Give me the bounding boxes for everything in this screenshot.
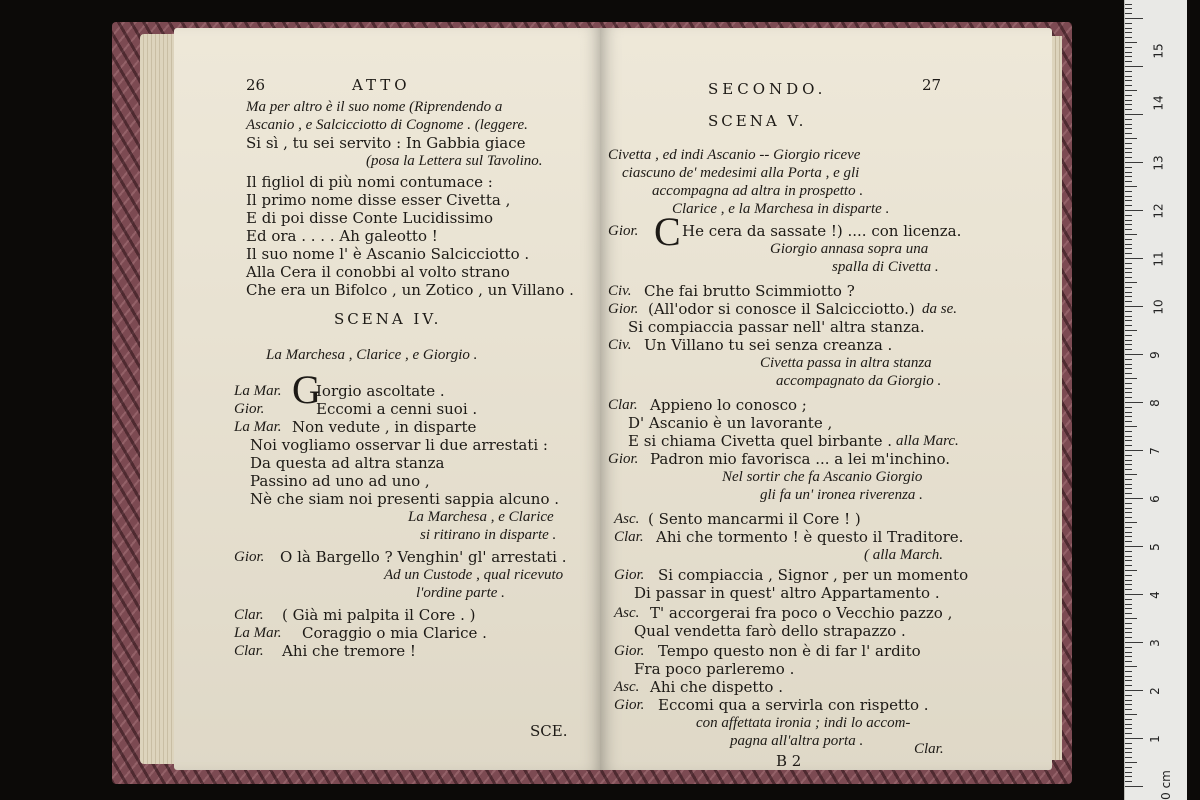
ruler-tick [1125, 325, 1132, 326]
catchword: SCE. [530, 722, 568, 740]
ruler-tick [1125, 292, 1132, 293]
ruler-label: 12 [1151, 203, 1166, 219]
speaker-label: Gior. [234, 401, 265, 417]
ruler-tick [1125, 23, 1132, 24]
text-line: Appieno lo conosco ; [650, 396, 807, 414]
ruler-tick [1125, 416, 1132, 417]
text-line: Coraggio o mia Clarice . [302, 624, 487, 642]
ruler-tick [1125, 570, 1137, 571]
ruler-tick [1125, 752, 1132, 753]
ruler-tick [1125, 680, 1132, 681]
stage-direction: con affettata ironia ; indi lo accom- [696, 715, 911, 731]
speaker-label: Gior. [608, 301, 639, 317]
ruler-tick [1125, 354, 1143, 355]
ruler-tick [1125, 498, 1143, 499]
running-head: ATTO [352, 76, 411, 94]
ruler-label: 9 [1147, 351, 1162, 359]
text-line: He cera da sassate !) .... con licenza. [682, 222, 962, 240]
ruler-tick [1125, 589, 1132, 590]
ruler-tick [1125, 642, 1143, 643]
ruler-tick [1125, 282, 1137, 283]
ruler-tick [1125, 133, 1132, 134]
text-line: Nè che siam noi presenti sappia alcuno . [250, 490, 560, 508]
ruler-tick [1125, 157, 1132, 158]
ruler-tick [1125, 738, 1143, 739]
text-line: Ahi che tremore ! [282, 642, 416, 660]
ruler-tick [1125, 253, 1132, 254]
ruler-tick [1125, 383, 1132, 384]
text-line: ( Sento mancarmi il Core ! ) [648, 510, 861, 528]
ruler-tick [1125, 484, 1132, 485]
ruler-tick [1125, 786, 1143, 787]
speaker-label: Gior. [608, 451, 639, 467]
catchword: Clar. [914, 741, 944, 757]
text-line: Che era un Bifolco , un Zotico , un Villano . [246, 281, 574, 299]
stage-direction: l'ordine parte . [416, 585, 505, 601]
ruler-tick [1125, 512, 1132, 513]
ruler-tick [1125, 450, 1143, 451]
ruler-tick [1125, 551, 1132, 552]
ruler-tick [1125, 301, 1132, 302]
stage-direction: Nel sortir che fa Ascanio Giorgio [722, 469, 923, 485]
ruler-tick [1125, 704, 1132, 705]
ruler-tick [1125, 344, 1132, 345]
ruler-tick [1125, 109, 1132, 110]
ruler-tick [1125, 541, 1132, 542]
ruler-label: 5 [1147, 543, 1162, 551]
ruler-tick [1125, 90, 1137, 91]
ruler-tick [1125, 104, 1132, 105]
speaker-label: Asc. [614, 679, 640, 695]
ruler-tick [1125, 757, 1132, 758]
ruler-tick [1125, 733, 1132, 734]
ruler-tick [1125, 656, 1132, 657]
ruler-tick [1125, 95, 1132, 96]
ruler-tick [1125, 560, 1132, 561]
ruler-tick [1125, 584, 1132, 585]
speaker-label: La Mar. [234, 383, 282, 399]
stage-direction: ciascuno de' medesimi alla Porta , e gli [622, 165, 860, 181]
ruler-tick [1125, 272, 1132, 273]
ruler-tick [1125, 652, 1132, 653]
ruler-tick [1125, 743, 1132, 744]
page-edges-left [140, 34, 178, 764]
stage-direction: Civetta , ed indi Ascanio -- Giorgio riceve [608, 147, 861, 163]
text-line: Ma per altro è il suo nome (Riprendendo a [246, 99, 503, 115]
text-line: Eccomi qua a servirla con rispetto . [658, 696, 929, 714]
ruler-tick [1125, 311, 1132, 312]
stage-direction: Clarice , e la Marchesa in disparte . [672, 201, 890, 217]
text-line: E si chiama Civetta quel birbante . [628, 432, 893, 450]
text-line: Il suo nome l' è Ascanio Salcicciotto . [246, 245, 530, 263]
ruler-label: 8 [1147, 399, 1162, 407]
ruler-tick [1125, 661, 1132, 662]
ruler-tick [1125, 167, 1132, 168]
ruler-tick [1125, 114, 1143, 115]
speaker-label: Clar. [234, 607, 264, 623]
drop-capital: C [654, 209, 681, 254]
ruler-label: 2 [1147, 687, 1162, 695]
ruler-tick [1125, 229, 1132, 230]
ruler-tick [1125, 4, 1132, 5]
stage-direction: Civetta passa in altra stanza [760, 355, 932, 371]
ruler-tick [1125, 263, 1132, 264]
text-line: Qual vendetta farò dello strapazzo . [634, 622, 906, 640]
ruler-tick [1125, 536, 1132, 537]
ruler-tick [1125, 700, 1132, 701]
ruler-tick [1125, 464, 1132, 465]
text-line: Il primo nome disse esser Civetta , [246, 191, 511, 209]
speaker-label: Asc. [614, 605, 640, 621]
ruler-tick [1125, 186, 1137, 187]
ruler-tick [1125, 196, 1132, 197]
text-line: Si sì , tu sei servito : In Gabbia giace [246, 134, 526, 152]
ruler-tick [1125, 152, 1132, 153]
ruler-tick [1125, 220, 1132, 221]
ruler-label: 7 [1147, 447, 1162, 455]
text-line: E di poi disse Conte Lucidissimo [246, 209, 494, 227]
ruler-tick [1125, 13, 1132, 14]
ruler-tick [1125, 445, 1132, 446]
stage-direction: Ad un Custode , qual ricevuto [384, 567, 564, 583]
ruler-tick [1125, 119, 1132, 120]
ruler-tick [1125, 32, 1132, 33]
ruler-tick [1125, 306, 1143, 307]
ruler-tick [1125, 623, 1132, 624]
ruler-label: 11 [1151, 251, 1166, 267]
text-line: Ed ora . . . . Ah galeotto ! [246, 227, 438, 245]
text-line: Ascanio , e Salcicciotto di Cognome . (leggere. [246, 117, 528, 133]
ruler-tick [1125, 124, 1132, 125]
ruler-tick [1125, 37, 1132, 38]
ruler-tick [1125, 296, 1132, 297]
ruler-tick [1125, 599, 1132, 600]
stage-direction: ( alla March. [864, 547, 944, 563]
ruler-tick [1125, 373, 1132, 374]
left-page [174, 28, 602, 770]
ruler-tick [1125, 503, 1132, 504]
text-line: (All'odor si conosce il Salcicciotto.) [648, 300, 915, 318]
ruler-tick [1125, 85, 1132, 86]
ruler-tick [1125, 364, 1132, 365]
speaker-label: Civ. [608, 283, 632, 299]
ruler-tick [1125, 460, 1132, 461]
speaker-label: Gior. [234, 549, 265, 565]
speaker-label: La Mar. [234, 625, 282, 641]
ruler-tick [1125, 368, 1132, 369]
stage-direction: accompagnato da Giorgio . [776, 373, 942, 389]
ruler-tick [1125, 128, 1132, 129]
ruler-tick [1125, 436, 1132, 437]
speaker-label: Clar. [234, 643, 264, 659]
ruler-tick [1125, 546, 1143, 547]
ruler-tick [1125, 695, 1132, 696]
ruler-tick [1125, 239, 1132, 240]
ruler-tick [1125, 724, 1132, 725]
ruler-tick [1125, 181, 1132, 182]
scene-heading: SCENA V. [708, 112, 807, 130]
ruler-tick [1125, 532, 1132, 533]
ruler-tick [1125, 565, 1132, 566]
ruler-tick [1125, 522, 1137, 523]
ruler-tick [1125, 234, 1137, 235]
ruler-tick [1125, 407, 1132, 408]
ruler-tick [1125, 392, 1132, 393]
ruler-tick [1125, 76, 1132, 77]
ruler-tick [1125, 431, 1132, 432]
ruler-tick [1125, 397, 1132, 398]
ruler-tick [1125, 709, 1132, 710]
text-line: Fra poco parleremo . [634, 660, 795, 678]
ruler-tick [1125, 714, 1137, 715]
ruler-tick [1125, 330, 1137, 331]
page-number: 27 [922, 76, 942, 94]
ruler-tick [1125, 580, 1132, 581]
ruler-tick [1125, 56, 1132, 57]
ruler-tick [1125, 608, 1132, 609]
ruler-tick [1125, 172, 1132, 173]
ruler-tick [1125, 378, 1137, 379]
ruler-tick [1125, 200, 1132, 201]
ruler-label: 10 [1151, 299, 1166, 315]
ruler-tick [1125, 47, 1132, 48]
ruler-tick [1125, 628, 1132, 629]
ruler-tick [1125, 349, 1132, 350]
ruler-tick [1125, 66, 1143, 67]
text-line: Un Villano tu sei senza creanza . [644, 336, 893, 354]
stage-direction: si ritirano in disparte . [420, 527, 557, 543]
ruler-tick [1125, 762, 1137, 763]
ruler-tick [1125, 359, 1132, 360]
ruler-tick [1125, 690, 1143, 691]
stage-direction: da se. [922, 301, 957, 317]
ruler-tick [1125, 148, 1132, 149]
text-line: Padron mio favorisca ... a lei m'inchino. [650, 450, 951, 468]
ruler-tick [1125, 594, 1143, 595]
ruler-tick [1125, 8, 1132, 9]
speaker-label: Asc. [614, 511, 640, 527]
ruler-tick [1125, 268, 1132, 269]
speaker-label: Gior. [608, 223, 639, 239]
stage-direction: alla Marc. [896, 433, 959, 449]
ruler-tick [1125, 604, 1132, 605]
text-line: Si compiaccia passar nell' altra stanza. [628, 318, 925, 336]
stage-direction: gli fa un' ironea riverenza . [760, 487, 923, 503]
ruler-tick [1125, 18, 1143, 19]
text-line: Si compiaccia , Signor , per un momento [658, 566, 969, 584]
text-line: T' accorgerai fra poco o Vecchio pazzo , [650, 604, 953, 622]
ruler-tick [1125, 210, 1143, 211]
ruler-tick [1125, 277, 1132, 278]
text-line: Non vedute , in disparte [292, 418, 477, 436]
stage-direction: (posa la Lettera sul Tavolino. [366, 153, 543, 169]
ruler-tick [1125, 474, 1137, 475]
ruler-tick [1125, 748, 1132, 749]
text-line: Di passar in quest' altro Appartamento . [634, 584, 940, 602]
ruler-tick [1125, 517, 1132, 518]
stage-direction: pagna all'altra porta . [730, 733, 864, 749]
ruler-tick [1125, 143, 1132, 144]
ruler-label: 3 [1147, 639, 1162, 647]
ruler-tick [1125, 426, 1137, 427]
stage-direction: La Marchesa , e Clarice [408, 509, 554, 525]
ruler-tick [1125, 52, 1132, 53]
ruler-tick [1125, 215, 1132, 216]
ruler-tick [1125, 61, 1132, 62]
text-line: Passino ad uno ad uno , [250, 472, 430, 490]
ruler-tick [1125, 80, 1132, 81]
ruler-tick [1125, 671, 1132, 672]
ruler-tick [1125, 781, 1132, 782]
ruler-tick [1125, 191, 1132, 192]
signature-mark: B 2 [776, 752, 802, 770]
ruler-tick [1125, 575, 1132, 576]
ruler-tick [1125, 493, 1132, 494]
ruler-tick [1125, 244, 1132, 245]
text-line: Ahi che tormento ! è questo il Traditore. [656, 528, 964, 546]
text-line: Tempo questo non è di far l' ardito [658, 642, 921, 660]
ruler-label: 1 [1147, 735, 1162, 743]
ruler-label: 14 [1151, 95, 1166, 111]
stage-direction: Giorgio annasa sopra una [770, 241, 929, 257]
ruler-tick [1125, 205, 1132, 206]
ruler-tick [1125, 28, 1132, 29]
ruler-tick [1125, 776, 1132, 777]
text-line: Ahi che dispetto . [650, 678, 783, 696]
ruler-tick [1125, 527, 1132, 528]
text-line: Da questa ad altra stanza [250, 454, 445, 472]
ruler-tick [1125, 224, 1132, 225]
ruler-tick [1125, 440, 1132, 441]
measurement-ruler [1124, 0, 1187, 800]
speaker-label: Clar. [614, 529, 644, 545]
ruler-tick [1125, 176, 1132, 177]
ruler-tick [1125, 258, 1143, 259]
ruler-tick [1125, 676, 1132, 677]
ruler-tick [1125, 666, 1137, 667]
stage-direction: spalla di Civetta . [832, 259, 939, 275]
ruler-tick [1125, 335, 1132, 336]
ruler-tick [1125, 618, 1137, 619]
ruler-tick [1125, 479, 1132, 480]
ruler-tick [1125, 340, 1132, 341]
speaker-label: Gior. [614, 697, 645, 713]
text-line: ( Già mi palpita il Core . ) [282, 606, 476, 624]
ruler-tick [1125, 728, 1132, 729]
ruler-label: 15 [1151, 43, 1166, 59]
text-line: Che fai brutto Scimmiotto ? [644, 282, 855, 300]
ruler-label: 4 [1147, 591, 1162, 599]
ruler-tick [1125, 719, 1132, 720]
ruler-tick [1125, 685, 1132, 686]
text-line: D' Ascanio è un lavorante , [628, 414, 833, 432]
ruler-tick [1125, 320, 1132, 321]
ruler-tick [1125, 767, 1132, 768]
ruler-tick [1125, 508, 1132, 509]
speaker-label: La Mar. [234, 419, 282, 435]
ruler-tick [1125, 647, 1132, 648]
ruler-label: 13 [1151, 155, 1166, 171]
running-head: SECONDO. [708, 80, 827, 98]
ruler-tick [1125, 287, 1132, 288]
ruler-tick [1125, 412, 1132, 413]
ruler-tick [1125, 488, 1132, 489]
speaker-label: Gior. [614, 567, 645, 583]
ruler-tick [1125, 162, 1143, 163]
text-line: O là Bargello ? Venghin' gl' arrestati . [280, 548, 567, 566]
ruler-tick [1125, 100, 1132, 101]
ruler-tick [1125, 455, 1132, 456]
ruler-tick [1125, 637, 1132, 638]
page-number: 26 [246, 76, 266, 94]
ruler-tick [1125, 556, 1132, 557]
ruler-tick [1125, 402, 1143, 403]
text-line: Il figliol di più nomi contumace : [246, 173, 493, 191]
ruler-tick [1125, 248, 1132, 249]
right-page [600, 28, 1052, 770]
ruler-label: 6 [1147, 495, 1162, 503]
stage-direction: accompagna ad altra in prospetto . [652, 183, 864, 199]
speaker-label: Clar. [608, 397, 638, 413]
text-line: Iorgio ascoltate . [316, 382, 445, 400]
ruler-tick [1125, 71, 1132, 72]
ruler-tick [1125, 316, 1132, 317]
ruler-tick [1125, 388, 1132, 389]
ruler-tick [1125, 138, 1137, 139]
ruler-tick [1125, 42, 1137, 43]
text-line: Noi vogliamo osservar li due arrestati : [250, 436, 548, 454]
ruler-tick [1125, 772, 1132, 773]
scene-heading: SCENA IV. [334, 310, 442, 328]
ruler-tick [1125, 469, 1132, 470]
drop-capital: G [292, 367, 321, 412]
text-line: Eccomi a cenni suoi . [316, 400, 478, 418]
ruler-tick [1125, 632, 1132, 633]
scene-cast: La Marchesa , Clarice , e Giorgio . [266, 347, 478, 363]
speaker-label: Gior. [614, 643, 645, 659]
ruler-tick [1125, 613, 1132, 614]
ruler-label: 0 cm [1158, 770, 1173, 800]
speaker-label: Civ. [608, 337, 632, 353]
text-line: Alla Cera il conobbi al volto strano [246, 263, 510, 281]
ruler-tick [1125, 421, 1132, 422]
